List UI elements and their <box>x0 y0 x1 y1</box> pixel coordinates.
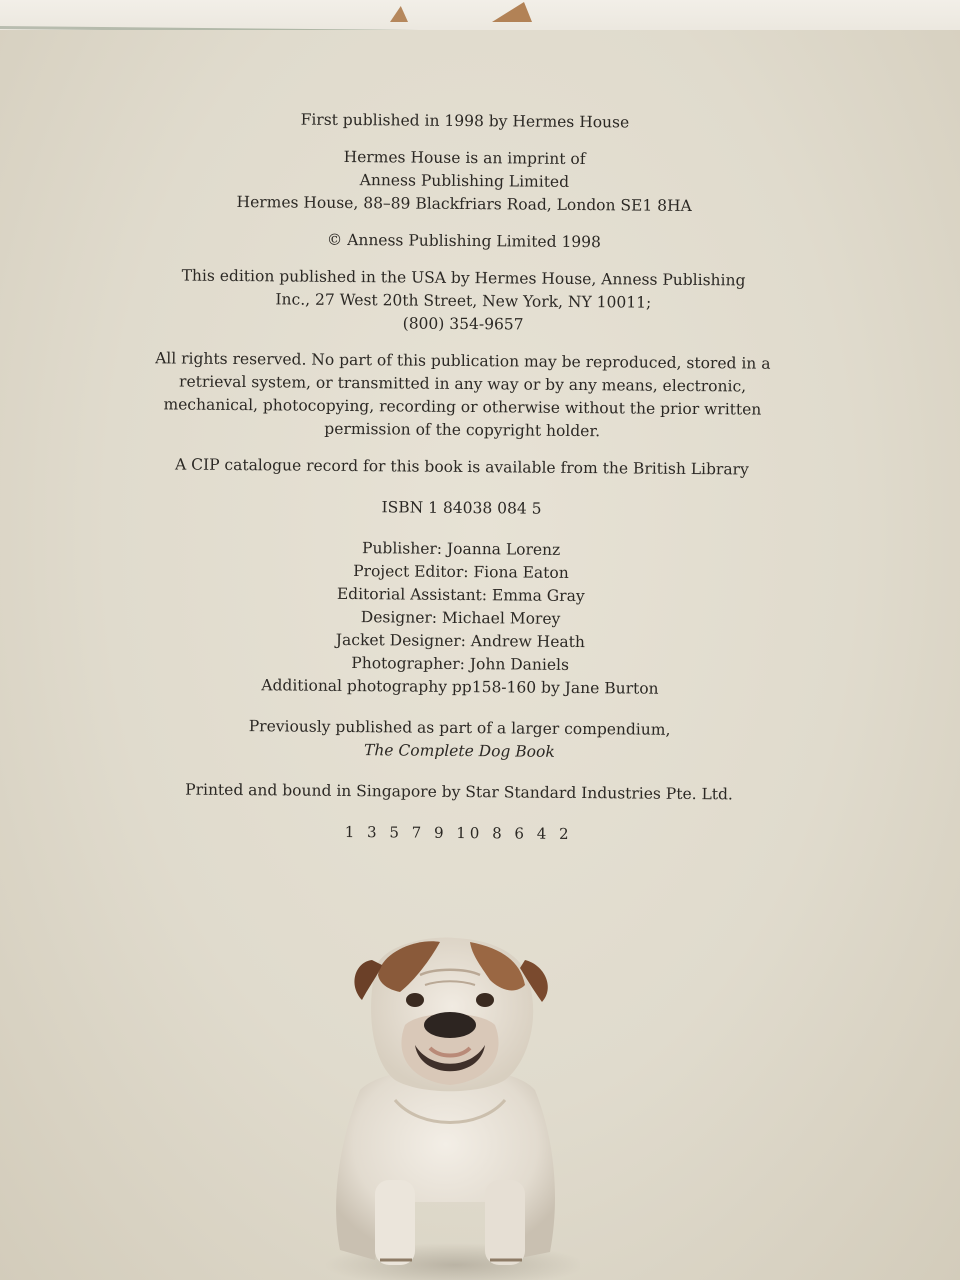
cip-line: A CIP catalogue record for this book is available from the British Library <box>174 455 749 479</box>
printed-line: Printed and bound in Singapore by Star Standard Industries Pte. Ltd. <box>185 780 733 804</box>
imprint-line: Hermes House is an imprint of <box>343 147 586 169</box>
usa-edition-block <box>138 264 789 339</box>
rights-line: permission of the copyright holder. <box>324 419 601 441</box>
credit-additional-photography: Additional photography pp158-160 by Jane Burton <box>261 676 659 698</box>
usa-edition-line: This edition published in the USA by Hermes House, Anness Publishing <box>181 266 746 290</box>
first-published-line: First published in 1998 by Hermes House <box>300 110 630 132</box>
page-tab-left <box>390 6 408 22</box>
usa-edition-line: Inc., 27 West 20th Street, New York, NY 10011; <box>275 290 652 312</box>
compendium-title: The Complete Dog Book <box>363 741 555 761</box>
previously-published-line: Previously published as part of a larger compendium, <box>248 717 671 739</box>
credit-photographer: Photographer: John Daniels <box>351 654 570 674</box>
rights-line: mechanical, photocopying, recording or otherwise without the prior written <box>163 395 762 419</box>
print-number-line: 1 3 5 7 9 10 8 6 4 2 <box>344 822 573 843</box>
imprint-line: Anness Publishing Limited <box>359 171 570 191</box>
imprint-address-line: Hermes House, 88–89 Blackfriars Road, London SE1 8HA <box>236 193 692 215</box>
credit-publisher: Publisher: Joanna Lorenz <box>361 539 561 559</box>
rights-line: retrieval system, or transmitted in any way or by any means, electronic, <box>179 372 747 396</box>
page-tab-right <box>492 2 532 22</box>
rights-line: All rights reserved. No part of this publication may be reproduced, stored in a <box>155 349 771 373</box>
credit-designer: Designer: Michael Morey <box>360 608 561 628</box>
credit-editorial-assistant: Editorial Assistant: Emma Gray <box>336 584 585 606</box>
imprint-block <box>139 144 790 219</box>
credit-jacket-designer: Jacket Designer: Andrew Heath <box>335 630 585 652</box>
rights-block <box>137 347 788 445</box>
credit-project-editor: Project Editor: Fiona Eaton <box>353 562 569 582</box>
copyright-text-block <box>134 107 790 848</box>
isbn-line: ISBN 1 84038 084 5 <box>381 498 542 518</box>
credits-block <box>135 535 786 702</box>
bulldog-photo <box>320 930 580 1280</box>
copyright-line: © Anness Publishing Limited 1998 <box>326 230 602 252</box>
usa-phone-line: (800) 354-9657 <box>402 314 524 334</box>
